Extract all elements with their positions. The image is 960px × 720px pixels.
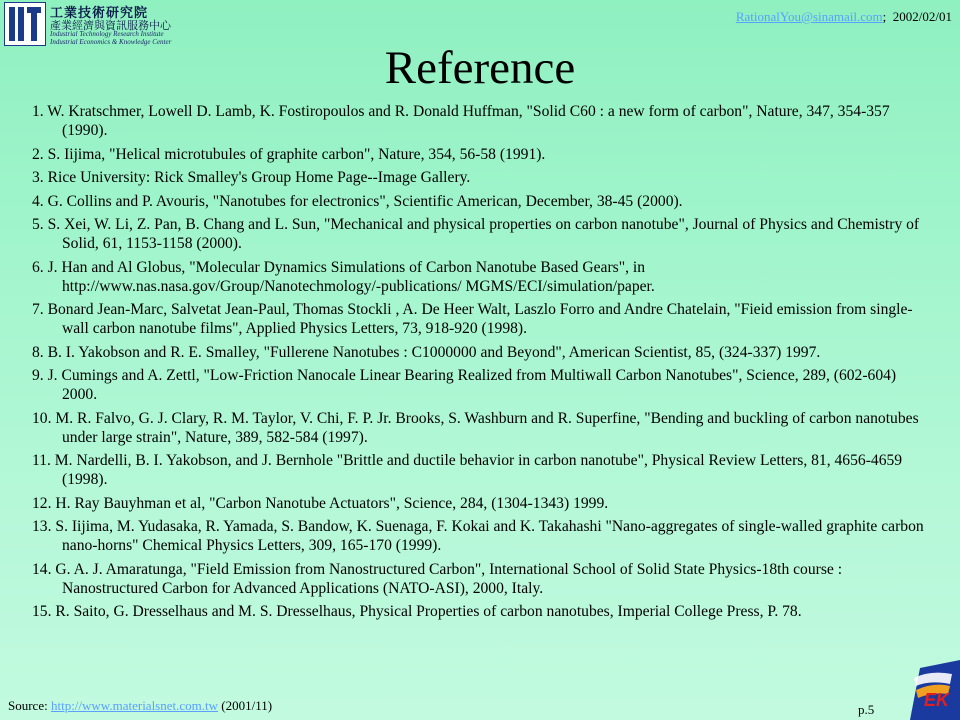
source-link[interactable]: http://www.materialsnet.com.tw [50, 698, 219, 713]
reference-item: 3. Rice University: Rick Smalley's Group Home Page--Image Gallery. [32, 169, 471, 186]
reference-item: 15. R. Saito, G. Dresselhaus and M. S. Dresselhaus, Physical Properties of carbon nanotubes, Imperial College Press, P. 78. [32, 603, 802, 620]
reference-item: 10. M. R. Falvo, G. J. Clary, R. M. Taylor, V. Chi, F. P. Jr. Brooks, S. Washburn and R. Superfine, "Bending and buckling of carbon nanotubes under large strain", Nature, 389, 582-584 (1997). [32, 409, 919, 446]
reference-item: 2. S. Iijima, "Helical microtubules of graphite carbon", Nature, 354, 56-58 (1991). [32, 145, 546, 163]
org-center-zh: 產業經濟與資訊服務中心 [50, 19, 171, 32]
page-title: Reference [384, 42, 576, 94]
header-date: 2002/02/01 [892, 9, 952, 24]
contact-separator: ; [882, 9, 887, 24]
reference-item: 5. S. Xei, W. Li, Z. Pan, B. Chang and L. Sun, "Mechanical and physical properties on carbon nanotube", Journal of Physics and Chemistry of Solid, 61, 1153-1158 (2000). [32, 216, 920, 252]
header-contact [736, 9, 952, 25]
source-date: (2001/11) [221, 698, 273, 713]
org-center-en: Industrial Economics & Knowledge Center [50, 38, 172, 46]
page-number: p.5 [858, 702, 875, 717]
reference-item: 11. M. Nardelli, B. I. Yakobson, and J. Bernhole "Brittle and ductile behavior in carbon nanotube", Physical Review Letters, 81, 4656-4659 (1998). [32, 452, 903, 488]
org-name-en: Industrial Technology Research Institute [50, 30, 164, 38]
org-name-zh: 工業技術研究院 [50, 6, 149, 21]
reference-item: 7. Bonard Jean-Marc, Salvetat Jean-Paul, Thomas Stockli , A. De Heer Walt, Laszlo Forro and Andre Chatelain, "Fieid emission from single-wall carbon nanotube films", Applied Physics Letters, 73, 918-920 (1998). [32, 301, 913, 337]
reference-item: 14. G. A. J. Amaratunga, "Field Emission from Nanostructured Carbon", International School of Solid State Physics-18th course : Nanostructured Carbon for Advanced Applications (NATO-ASI), 2000, Italy. [32, 560, 843, 597]
footer-source [8, 698, 272, 714]
reference-item: 12. H. Ray Bauyhman et al, "Carbon Nanotube Actuators", Science, 284, (1304-1343) 1999. [32, 494, 609, 512]
ek-logo-text: EK [924, 690, 950, 710]
reference-item: 4. G. Collins and P. Avouris, "Nanotubes for electronics", Scientific American, December, 38-45 (2000). [32, 192, 683, 210]
reference-item: 6. J. Han and Al Globus, "Molecular Dynamics Simulations of Carbon Nanotube Based Gears", in http://www.nas.nasa.gov/Group/Nanotechmology/-publications/ MGMS/ECI/simulation/paper. [32, 258, 655, 295]
reference-item: 1. W. Kratschmer, Lowell D. Lamb, K. Fostiropoulos and R. Donald Huffman, "Solid C60 : a new form of carbon", Nature, 347, 354-357 (1990). [32, 103, 890, 139]
reference-list [32, 102, 932, 626]
source-label: Source: [8, 698, 48, 713]
reference-item: 8. B. I. Yakobson and R. E. Smalley, "Fullerene Nanotubes : C1000000 and Beyond", American Scientist, 85, (324-337) 1997. [32, 343, 821, 361]
ek-logo [890, 660, 960, 720]
reference-item: 13. S. Iijima, M. Yudasaka, R. Yamada, S. Bandow, K. Suenaga, F. Kokai and K. Takahashi "Nano-aggregates of single-walled graphite carbon nano-horns" Chemical Physics Letters, 309, 165-170 (1999). [32, 518, 924, 554]
contact-email-link[interactable]: RationalYou@sinamail.com [735, 9, 883, 24]
reference-item: 9. J. Cumings and A. Zettl, "Low-Friction Nanocale Linear Bearing Realized from Multiwall Carbon Nanotubes", Science, 289, (602-604) 2000. [32, 367, 897, 403]
